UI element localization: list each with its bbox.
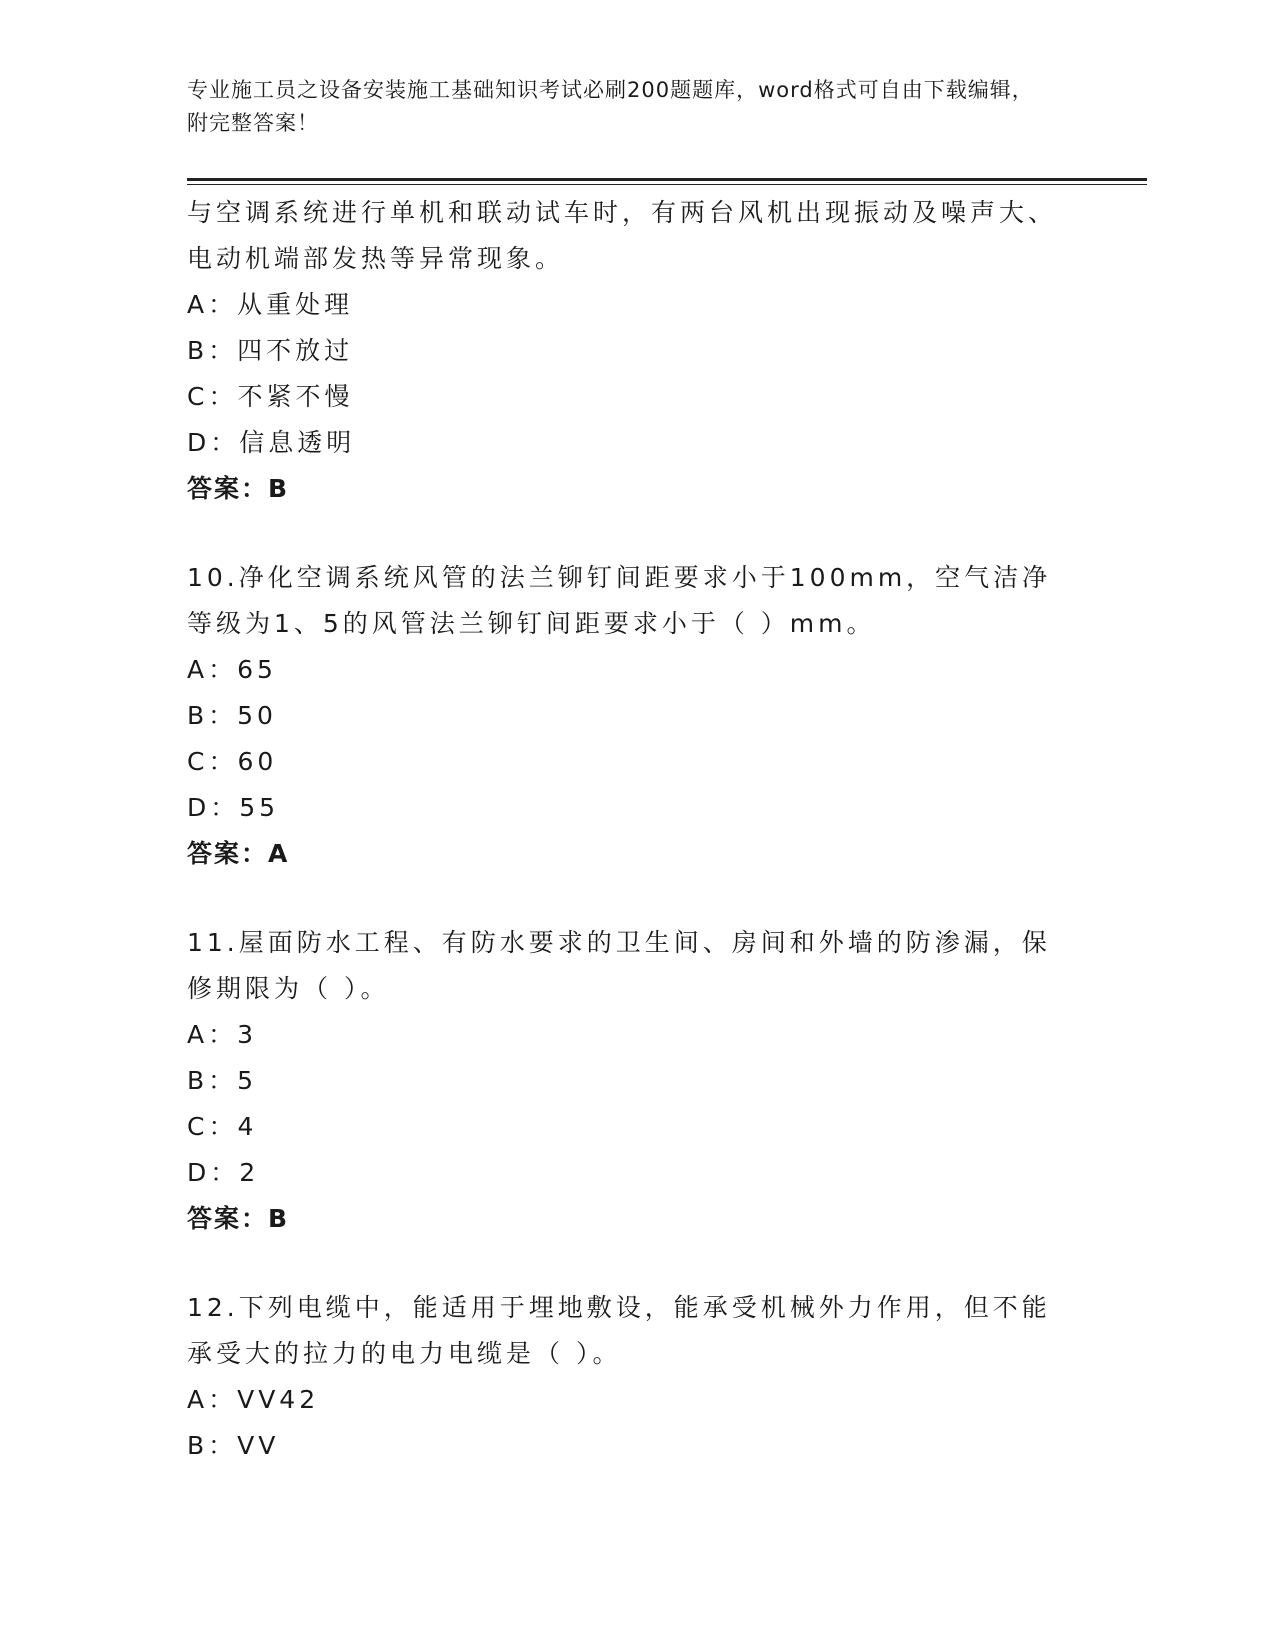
question-item: [187, 555, 1067, 877]
option-a: A：VV42: [187, 1385, 320, 1414]
option-b: B：50: [187, 701, 277, 730]
question-item: [187, 1285, 1067, 1469]
option-a: A：65: [187, 655, 277, 684]
option-b: B：四不放过: [187, 336, 354, 365]
question-item: [187, 190, 1067, 512]
option-d: D：信息透明: [187, 428, 356, 457]
question-item: [187, 920, 1067, 1242]
answer-label: 答案：B: [187, 1204, 290, 1233]
option-a: A：从重处理: [187, 290, 354, 319]
question-text: 12.下列电缆中，能适用于埋地敷设，能承受机械外力作用，但不能承受大的拉力的电力电缆是（ ）。: [187, 1293, 1051, 1368]
option-c: C：60: [187, 747, 278, 776]
question-text: 与空调系统进行单机和联动试车时，有两台风机出现振动及噪声大、电动机端部发热等异常现象。: [187, 198, 1058, 273]
answer-label: 答案：B: [187, 474, 290, 503]
document-header: 专业施工员之设备安装施工基础知识考试必刷200题题库，word格式可自由下载编辑，附完整答案！: [187, 78, 1034, 135]
option-c: C：不紧不慢: [187, 382, 354, 411]
answer-label: 答案：A: [187, 839, 290, 868]
header-divider-thin: [187, 184, 1147, 185]
option-b: B：5: [187, 1066, 258, 1095]
option-c: C：4: [187, 1112, 258, 1141]
option-d: D：2: [187, 1158, 260, 1187]
question-text: 11.屋面防水工程、有防水要求的卫生间、房间和外墙的防渗漏，保修期限为（ ）。: [187, 928, 1051, 1003]
option-b: B：VV: [187, 1431, 280, 1460]
question-text: 10.净化空调系统风管的法兰铆钉间距要求小于100mm，空气洁净等级为1、5的风管法兰铆钉间距要求小于（ ）mm。: [187, 563, 1052, 638]
option-d: D：55: [187, 793, 280, 822]
option-a: A：3: [187, 1020, 258, 1049]
question-list: [187, 190, 1067, 1512]
header-divider-thick: [187, 178, 1147, 181]
